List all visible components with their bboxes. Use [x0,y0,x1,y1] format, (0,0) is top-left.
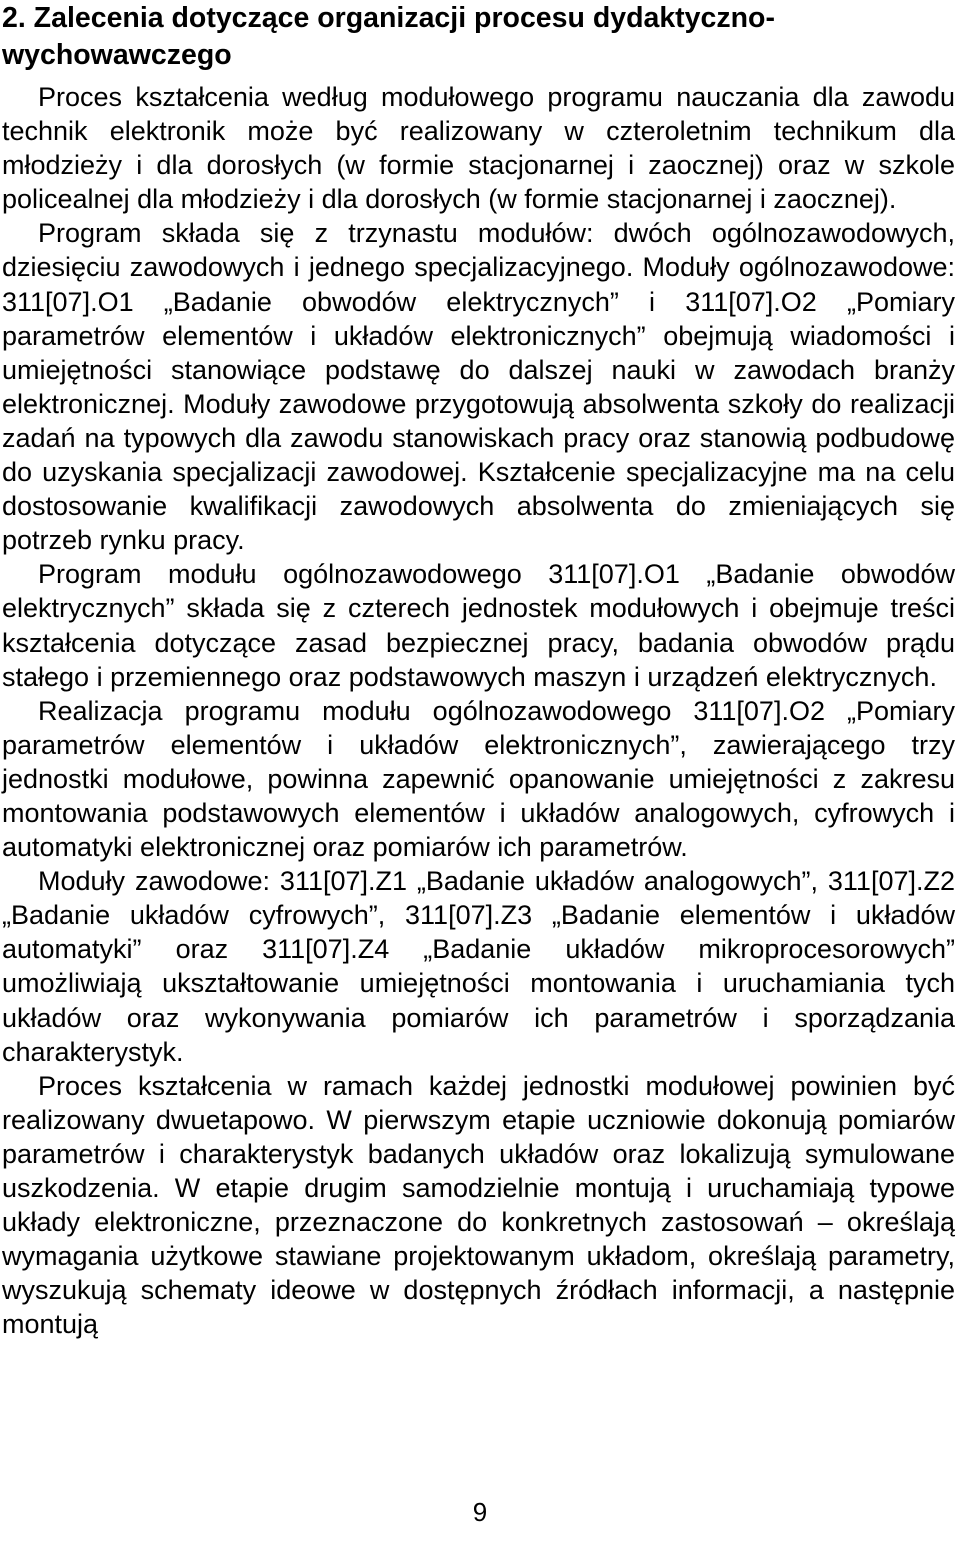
paragraph-1: Proces kształcenia według modułowego programu nauczania dla zawodu technik elektronik może być realizowany w czteroletnim technikum dla młodzieży i dla dorosłych (w formie stacjonarnej i zaocznej) oraz w szkole policealnej dla młodzieży i dla dorosłych (w formie stacjonarnej i zaocznej). [2,82,955,215]
paragraph-6: Proces kształcenia w ramach każdej jednostki modułowej powinien być realizowany dwuetapowo. W pierwszym etapie uczniowie dokonują pomiarów parametrów i charakterystyk badanych układów oraz lokalizują symulowane uszkodzenia. W etapie drugim samodzielnie montują i uruchamiają typowe układy elektroniczne, przeznaczone do konkretnych zastosowań – określają wymagania użytkowe stawiane projektowanym układom, określają parametry, wyszukują schematy ideowe w dostępnych źródłach informacji, a następnie montują [2,1070,955,1340]
paragraph-2: Program składa się z trzynastu modułów: dwóch ogólnozawodowych, dziesięciu zawodowych i jednego specjalizacyjnego. Moduły ogólnozawodowe: 311[07].O1 „Badanie obwodów elektrycznych” i 311[07].O2 „Pomiary parametrów elementów i układów elektronicznych” obejmują wiadomości i umiejętności stanowiące podstawę do dalszej nauki w zawodach branży elektronicznej. Moduły zawodowe przygotowują absolwenta szkoły do realizacji zadań na typowych dla zawodu stanowiskach pracy oraz stanowią podbudowę do uzyskania specjalizacji zawodowej. Kształcenie specjalizacyjne ma na celu dostosowanie kwalifikacji zawodowych absolwenta do zmieniających się potrzeb rynku pracy. [2,218,955,556]
section-heading: 2. Zalecenia dotyczące organizacji procesu dydaktyczno-wychowawczego [2,2,775,71]
paragraph-5: Moduły zawodowe: 311[07].Z1 „Badanie układów analogowych”, 311[07].Z2 „Badanie układów cyfrowych”, 311[07].Z3 „Badanie elementów i układów automatyki” oraz 311[07].Z4 „Badanie układów mikroprocesorowych” umożliwiają ukształtowanie umiejętności montowania i uruchamiania tych układów oraz wykonywania pomiarów ich parametrów i sporządzania charakterystyk. [2,866,955,1067]
paragraph-3: Program modułu ogólnozawodowego 311[07].O1 „Badanie obwodów elektrycznych” składa się z czterech jednostek modułowych i obejmuje treści kształcenia dotyczące zasad bezpiecznej pracy, badania obwodów prądu stałego i przemiennego oraz podstawowych maszyn i urządzeń elektrycznych. [2,559,955,692]
page-number: 9 [472,1497,488,1527]
paragraph-4: Realizacja programu modułu ogólnozawodowego 311[07].O2 „Pomiary parametrów elementów i układów elektronicznych”, zawierającego trzy jednostki modułowe, powinna zapewnić opanowanie umiejętności z zakresu montowania podstawowych elementów i układów analogowych, cyfrowych i automatyki elektronicznej oraz pomiarów ich parametrów. [2,695,955,863]
body-text [2,80,955,1341]
